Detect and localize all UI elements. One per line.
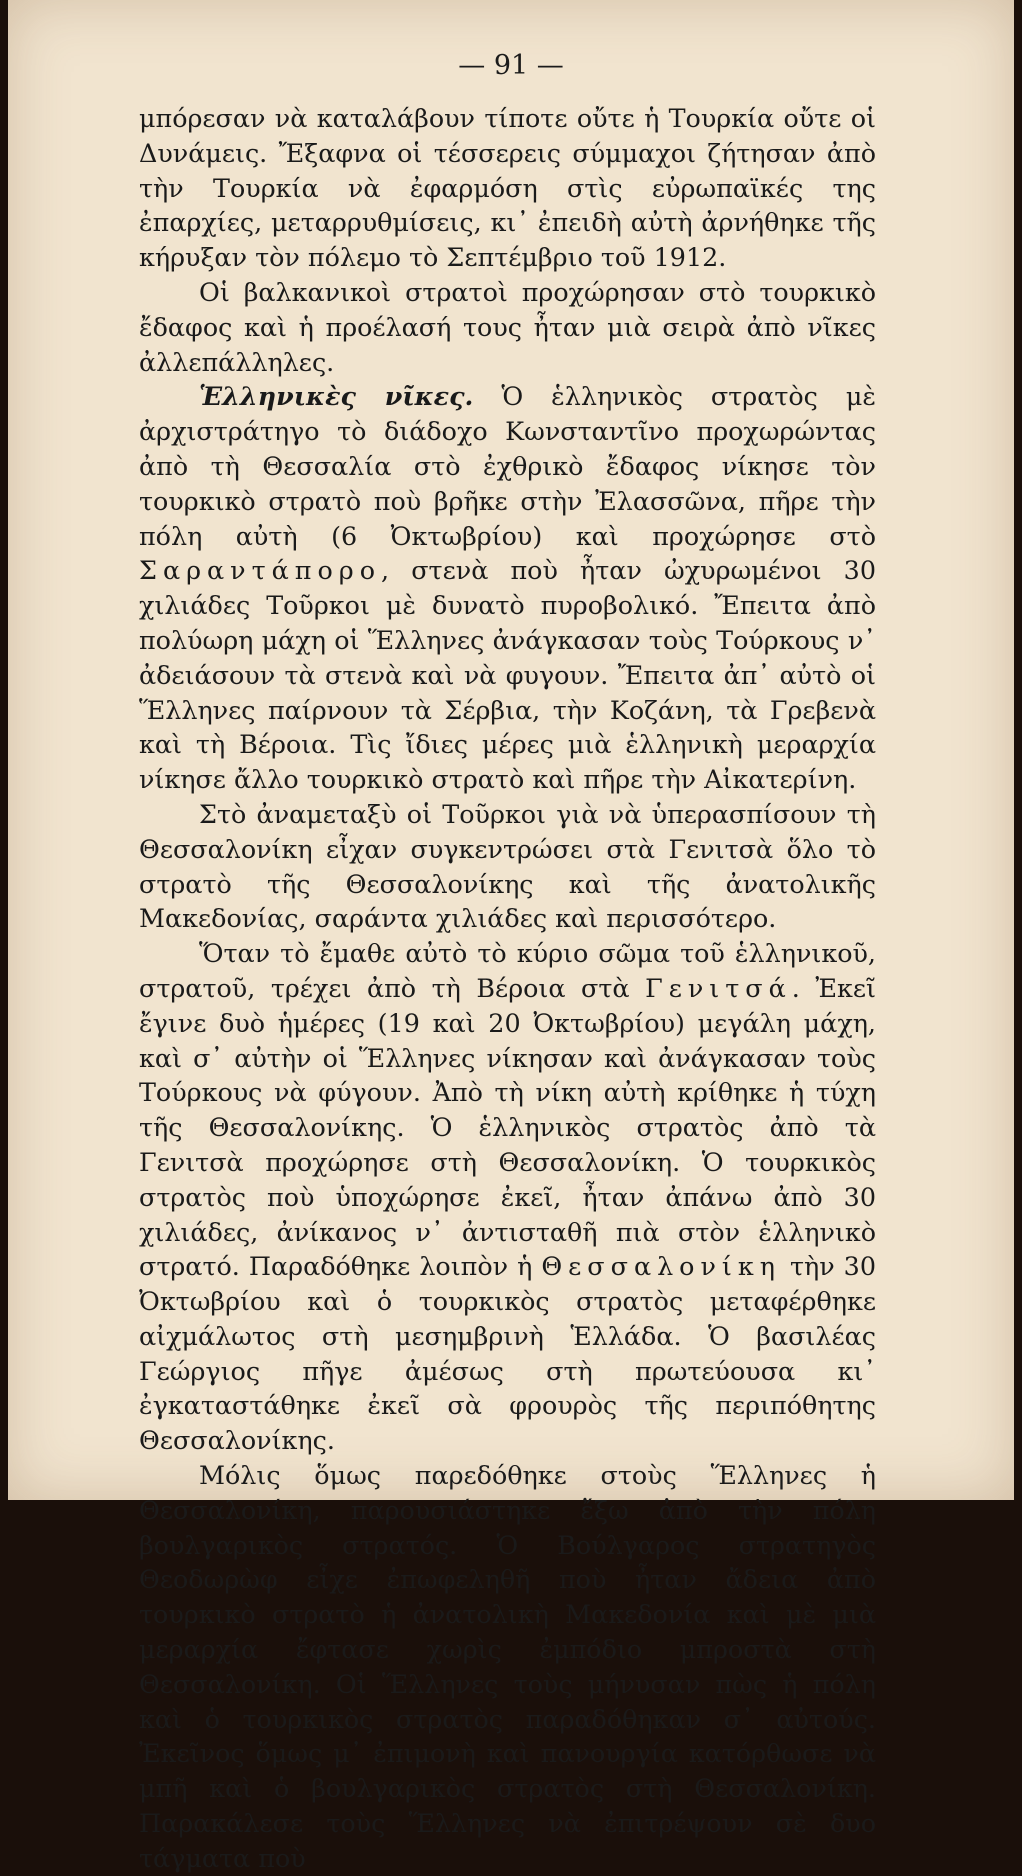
paragraph-p3 [139, 379, 876, 797]
text-segment: Στὸ ἀναμεταξὺ οἱ Τοῦρκοι γιὰ νὰ ὑπερασπίσουν τὴ Θεσσαλονίκη εἶχαν συγκεντρώσει στὰ Γενιτσὰ ὅλο τὸ στρατὸ τῆς Θεσσαλονίκης καὶ τῆς ἀνατολικῆς Μακεδονίας, σαράντα χιλιάδες καὶ περισσότερο. [139, 798, 876, 934]
paragraph-p5 [139, 936, 876, 1458]
text-segment: Οἱ βαλκανικοὶ στρατοὶ προχώρησαν στὸ τουρκικὸ ἔδαφος καὶ ἡ προέλασή τους ἦταν μιὰ σειρὰ ἀπὸ νῖκες ἀλλεπάλληλες. [139, 276, 876, 377]
spaced-emphasis: Σαραντάπορο [139, 555, 381, 586]
text-segment: Ὁ ἑλληνικὸς στρατὸς μὲ ἀρχιστράτηγο τὸ διάδοχο Κωνσταντῖνο προχωρώντας ἀπὸ τὴ Θεσσαλία στὸ ἐχθρικὸ ἔδαφος νίκησε τὸν τουρκικὸ στρατὸ ποὺ βρῆκε στὴν Ἐλασσῶνα, πῆρε τὴν πόλη αὐτὴ (6 Ὀκτωβρίου) καὶ προχώρησε στὸ [139, 381, 876, 551]
text-segment: τὴν 30 Ὀκτωβρίου καὶ ὁ τουρκικὸς στρατὸς μεταφέρθηκε αἰχμάλωτος στὴ μεσημβρινὴ Ἑλλάδα. Ὁ βασιλέας Γεώργιος πῆγε ἀμέσως στὴ πρωτεύουσα κι᾽ ἐγκαταστάθηκε ἐκεῖ σὰ φρουρὸς τῆς περιπόθητης Θεσσαλονίκης. [139, 1251, 876, 1456]
section-heading: Ἑλληνικὲς νῖκες. [199, 381, 474, 412]
text-segment: μπόρεσαν νὰ καταλάβουν τίποτε οὔτε ἡ Τουρκία οὔτε οἱ Δυνάμεις. Ἔξαφνα οἱ τέσσερεις σύμμαχοι ζήτησαν ἀπὸ τὴν Τουρκία νὰ ἐφαρμόση στὶς εὐρωπαϊκές της ἐπαρχίες, μεταρρυθμίσεις, κι᾽ ἐπειδὴ αὐτὴ ἀρνήθηκε τῆς κήρυξαν τὸν πόλεμο τὸ Σεπτέμβριο τοῦ 1912. [139, 103, 876, 273]
paragraph-p1 [139, 101, 876, 275]
body-text [139, 101, 876, 1876]
text-segment: Ὅταν τὸ ἔμαθε αὐτὸ τὸ κύριο σῶμα τοῦ ἑλληνικοῦ, στρατοῦ, τρέχει ἀπὸ τὴ Βέροια στὰ [139, 938, 876, 1003]
page-number: — 91 — [458, 50, 564, 81]
paragraph-p6 [139, 1458, 876, 1876]
spaced-emphasis: Θεσσαλονίκη [541, 1251, 781, 1282]
text-segment: . Ἐκεῖ ἔγινε δυὸ ἡμέρες (19 καὶ 20 Ὀκτωβρίου) μεγάλη μάχη, καὶ σ᾽ αὐτὴν οἱ Ἕλληνες νίκησαν καὶ ἀνάγκασαν τοὺς Τούρκους νὰ φύγουν. Ἀπὸ τὴ νίκη αὐτὴ κρίθηκε ἡ τύχη τῆς Θεσσαλονίκης. Ὁ ἑλληνικὸς στρατὸς ἀπὸ τὰ Γενιτσὰ προχώρησε στὴ Θεσσαλονίκη. Ὁ τουρκικὸς στρατὸς ποὺ ὑποχώρησε ἐκεῖ, ἦταν ἀπάνω ἀπὸ 30 χιλιάδες, ἀνίκανος ν᾽ ἀντισταθῆ πιὰ στὸν ἑλληνικὸ στρατό. Παραδόθηκε λοιπὸν ἡ [139, 972, 876, 1282]
spaced-emphasis: Γενιτσά [645, 972, 792, 1003]
paragraph-p4 [139, 797, 876, 936]
text-segment: Μόλις ὅμως παρεδόθηκε στοὺς Ἕλληνες ἡ Θεσσαλονίκη, παρουσιάστηκε ἔξω ἀπὸ τὴν πόλη βουλγαρικὸς στρατός. Ὁ Βούλγαρος στρατηγὸς Θεοδωρὼφ εἶχε ἐπωφεληθῆ ποὺ ἦταν ἄδεια ἀπὸ τουρκικὸ στρατὸ ἡ ἀνατολικὴ Μακεδονία καὶ μὲ μιὰ μεραρχία ἔφτασε χωρὶς ἐμπόδιο μπροστὰ στὴ Θεσσαλονίκη. Οἱ Ἕλληνες τοὺς μήνυσαν πὼς ἡ πόλη καὶ ὁ τουρκικὸς στρατὸς παραδόθηκαν σ᾽ αὐτούς. Ἐκεῖνος ὅμως μ᾽ ἐπιμονὴ καὶ πανουργία κατόρθωσε νὰ μπῆ καὶ ὁ βουλγαρικὸς στρατὸς στὴ Θεσσαλονίκη. Παρακάλεσε τοὺς Ἕλληνες νὰ ἐπιτρέψουν σὲ δυο τάγματα ποὺ [139, 1460, 876, 1873]
text-segment: , στενὰ ποὺ ἦταν ὠχυρωμένοι 30 χιλιάδες Τοῦρκοι μὲ δυνατὸ πυροβολικό. Ἔπειτα ἀπὸ πολύωρη μάχη οἱ Ἕλληνες ἀνάγκασαν τοὺς Τούρκους ν᾽ ἀδειάσουν τὰ στενὰ καὶ νὰ φυγουν. Ἔπειτα ἀπ᾽ αὐτὸ οἱ Ἕλληνες παίρνουν τὰ Σέρβια, τὴν Κοζάνη, τὰ Γρεβενὰ καὶ τὴ Βέροια. Τὶς ἴδιες μέρες μιὰ ἑλληνικὴ μεραρχία νίκησε ἄλλο τουρκικὸ στρατὸ καὶ πῆρε τὴν Αἰκατερίνη. [139, 555, 876, 795]
book-page [8, 0, 1014, 1873]
paragraph-p2 [139, 275, 876, 379]
